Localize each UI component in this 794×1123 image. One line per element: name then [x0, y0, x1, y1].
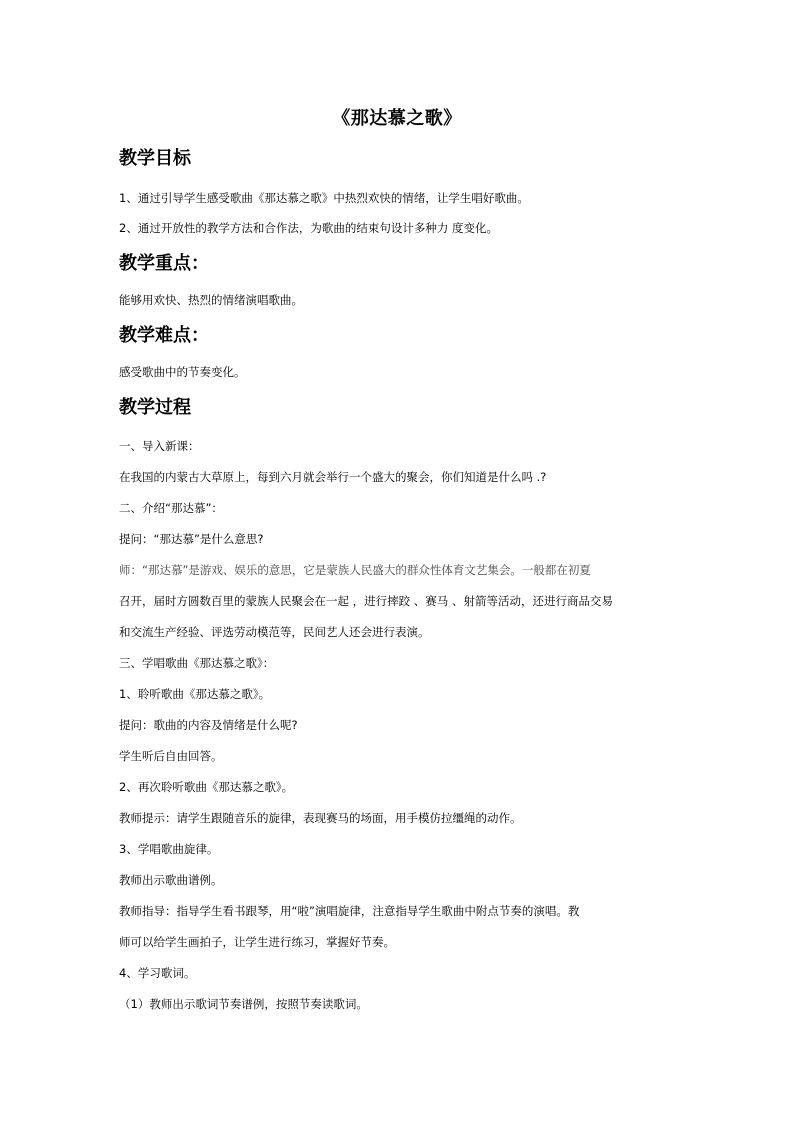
- difficulties-text: 感受歌曲中的节奏变化。: [119, 365, 246, 379]
- process-line: 教师提示：请学生跟随音乐的旋律，表现赛马的场面，用手模仿拉缰绳的动作。: [119, 811, 522, 825]
- process-line: 二、介绍“那达慕”：: [119, 501, 223, 515]
- heading-key-points: 教学重点：: [119, 253, 209, 274]
- process-line: 1、聆听歌曲《那达慕之歌》。: [119, 687, 271, 701]
- process-line: （1）教师出示歌词节奏谱例，按照节奏读歌词。: [119, 997, 368, 1011]
- process-line: 教师指导：指导学生看书跟琴，用“啦”演唱旋律，注意指导学生歌曲中附点节奏的演唱。教: [119, 904, 580, 918]
- goal-item-2: 2、通过开放性的教学方法和合作法，为歌曲的结束句设计多种力 度变化。: [119, 221, 498, 235]
- heading-teaching-process: 教学过程: [119, 397, 191, 418]
- goal-item-1: 1、通过引导学生感受歌曲《那达慕之歌》中热烈欢快的情绪，让学生唱好歌曲。: [119, 191, 529, 205]
- process-line: 师可以给学生画拍子，让学生进行练习，掌握好节奏。: [119, 935, 395, 949]
- process-line: 召开，届时方圆数百里的蒙族人民聚会在一起 ，进行摔跤 、赛马 、射箭等活动，还进行商品交易: [119, 594, 613, 608]
- process-line: 2、再次聆听歌曲《那达慕之歌》。: [119, 780, 294, 794]
- process-line: 3、学唱歌曲旋律。: [119, 842, 219, 856]
- process-line: 一、导入新课：: [119, 439, 200, 453]
- process-line: 提问：“那达慕”是什么意思?: [119, 532, 264, 546]
- heading-difficulties: 教学难点：: [119, 325, 209, 346]
- process-line: 和交流生产经验、评选劳动模范等，民间艺人还会进行表演。: [119, 625, 430, 639]
- document-title: 《那达慕之歌》: [332, 108, 462, 129]
- document-body: [119, 145, 679, 1012]
- process-line: 三、学唱歌曲《那达慕之歌》：: [119, 656, 275, 670]
- heading-teaching-goals: 教学目标: [119, 148, 191, 169]
- key-points-text: 能够用欢快、热烈的情绪演唱歌曲。: [119, 293, 303, 307]
- process-line: 学生听后自由回答。: [119, 749, 223, 763]
- process-line: 师：“那达慕”是游戏、娱乐的意思，它是蒙族人民盛大的群众性体育文艺集会。一般都在初夏: [119, 563, 591, 577]
- process-line: 4、学习歌词。: [119, 966, 196, 980]
- process-line: 在我国的内蒙古大草原上，每到六月就会举行一个盛大的聚会，你们知道是什么吗 .?: [119, 470, 547, 484]
- process-line: 提问：歌曲的内容及情绪是什么呢?: [119, 718, 298, 732]
- process-line: 教师出示歌曲谱例。: [119, 873, 223, 887]
